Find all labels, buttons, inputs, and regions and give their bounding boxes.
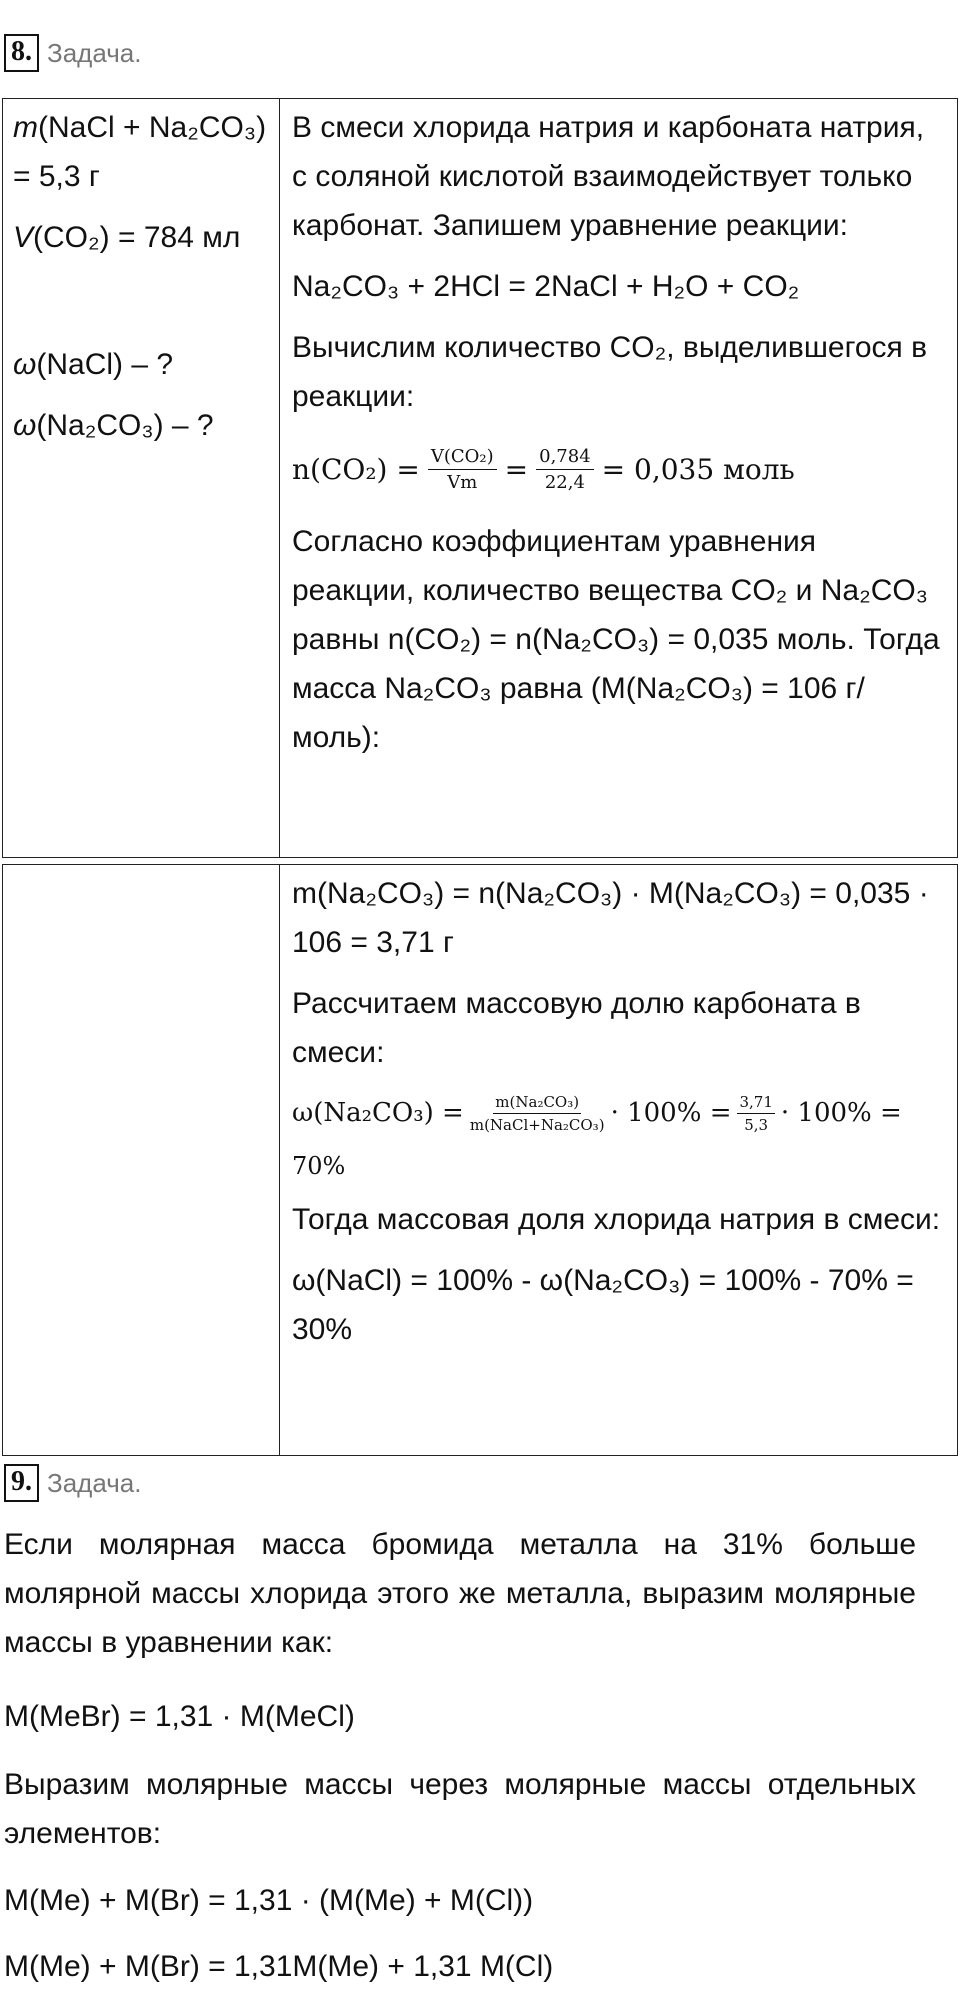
task-9-equation-2: M(Me) + M(Br) = 1,31 · (M(Me) + M(Cl)) xyxy=(4,1884,534,1917)
solution-text-3: Согласно коэффициентам уравнения реакции, количество вещества CO₂ и Na₂CO₃ равны n(CO₂) = n(Na₂CO₃) = 0,035 моль. Тогда масса Na₂CO₃ равна (M(Na₂CO₃) = 106 г/моль): xyxy=(292,525,940,754)
task-9-text-1: Если молярная масса бромида металла на 31% больше молярной массы хлорида этого же металла, выразим молярные массы в уравнении как: xyxy=(4,1528,916,1659)
task-9-text-2: Выразим молярные массы через молярные массы отдельных элементов: xyxy=(4,1768,916,1850)
solution-column-2 xyxy=(280,865,957,1455)
solution-text-6: Тогда массовая доля хлорида натрия в смеси: xyxy=(292,1203,941,1236)
task-label: Задача. xyxy=(47,37,142,68)
solution-column xyxy=(280,99,957,857)
formula-omega-result: 70% xyxy=(292,1152,346,1180)
task-9-equation-1: M(MeBr) = 1,31 · M(MeCl) xyxy=(4,1700,355,1733)
reaction-equation: Na₂CO₃ + 2HCl = 2NaCl + H₂O + CO₂ xyxy=(292,270,800,303)
task-9-equation-3: M(Me) + M(Br) = 1,31M(Me) + 1,31 M(Cl) xyxy=(4,1950,554,1983)
task-9-header xyxy=(4,1464,141,1502)
task-number: 8. xyxy=(4,34,39,72)
task-label: Задача. xyxy=(47,1467,142,1498)
question-na2co3: ω(Na₂CO₃) – ? xyxy=(13,409,214,442)
formula-n-co2: n(CO₂) = $\frac{\text{V(CO₂)}}{Vm}$ = $\frac{0,784}{22,4}$ = 0,035 моль xyxy=(292,445,795,493)
solution-text-5: Рассчитаем массовую долю карбоната в смеси: xyxy=(292,987,861,1069)
question-nacl: ω(NaCl) – ? xyxy=(13,348,174,381)
solution-text-2: Вычислим количество CO₂, выделившегося в реакции: xyxy=(292,331,928,413)
given-column xyxy=(3,99,280,857)
formula-omega-na2co3: ω(Na₂CO₃) = $\frac{\text{m(Na₂CO₃)}}{\text{m(NaCl+Na₂CO₃)}}$ · 100% = $\frac{3,71}{5,3}$ · 100% = xyxy=(292,1092,902,1134)
given-volume: V(CO₂) = 784 мл xyxy=(13,221,241,254)
task-8-header xyxy=(4,34,141,72)
solution-table-part-1 xyxy=(2,98,958,858)
task-number: 9. xyxy=(4,1464,39,1502)
given-mass: m(NaCl + Na₂CO₃) xyxy=(13,111,267,144)
omega-nacl-calc: ω(NaCl) = 100% - ω(Na₂CO₃) = 100% - 70% = 30% xyxy=(292,1264,914,1346)
solution-text-1: В смеси хлорида натрия и карбоната натрия, с соляной кислотой взаимодействует только карбонат. Запишем уравнение реакции: xyxy=(292,111,925,242)
given-mass-value: = 5,3 г xyxy=(13,160,100,193)
given-column-empty xyxy=(3,865,280,1455)
solution-table-part-2 xyxy=(2,864,958,1456)
mass-na2co3-calc: m(Na₂CO₃) = n(Na₂CO₃) · M(Na₂CO₃) = 0,035 · 106 = 3,71 г xyxy=(292,877,929,959)
